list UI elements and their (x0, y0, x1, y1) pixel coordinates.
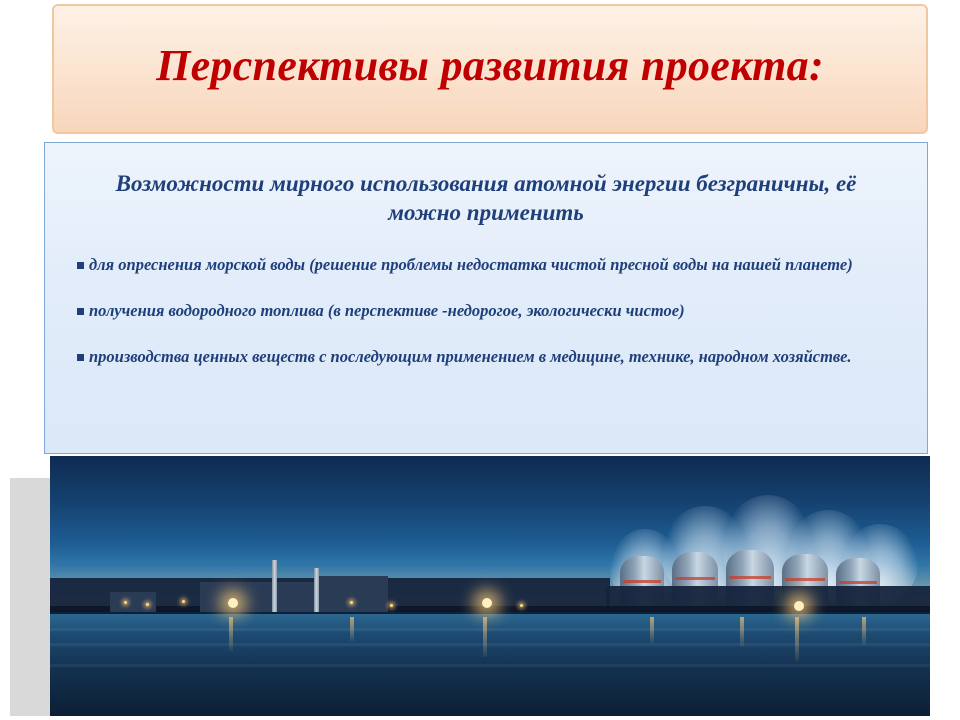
plant-building (110, 592, 156, 612)
plant-building (318, 576, 388, 612)
water-ripple (50, 643, 930, 646)
slide-title-box (52, 4, 928, 134)
light-point (182, 600, 185, 603)
list-item-label: получения водородного топлива (в перспективе -недорогое, экологически чистое) (89, 301, 685, 321)
page-title: Перспективы развития проекта: (156, 41, 824, 91)
chimney-stack (272, 560, 277, 612)
list-item-label: для опреснения морской воды (решение проблемы недостатка чистой пресной воды на нашей планете) (89, 254, 853, 274)
list-item (77, 300, 901, 322)
water-ripple (50, 628, 930, 631)
plant-building (200, 582, 320, 612)
light-reflection (483, 617, 487, 657)
nuclear-power-plant-photo (50, 456, 930, 716)
water-ripple (50, 664, 930, 667)
light-reflection (862, 617, 866, 645)
lead-paragraph: Возможности мирного использования атомной энергии безграничны, её можно применить (115, 171, 857, 226)
light-point (146, 603, 149, 606)
list-item (77, 254, 901, 276)
list-item (77, 346, 901, 368)
square-bullet-icon (77, 354, 84, 361)
bullet-list (71, 254, 901, 369)
light-reflection (795, 617, 799, 661)
square-bullet-icon (77, 262, 84, 269)
list-item-label: производства ценных веществ с последующим применением в медицине, технике, народном хозяйстве. (89, 347, 852, 367)
light-point (390, 604, 393, 607)
slide-content-box (44, 142, 928, 454)
light-glow (794, 601, 804, 611)
chimney-stack (314, 568, 319, 612)
square-bullet-icon (77, 308, 84, 315)
light-point (520, 604, 523, 607)
